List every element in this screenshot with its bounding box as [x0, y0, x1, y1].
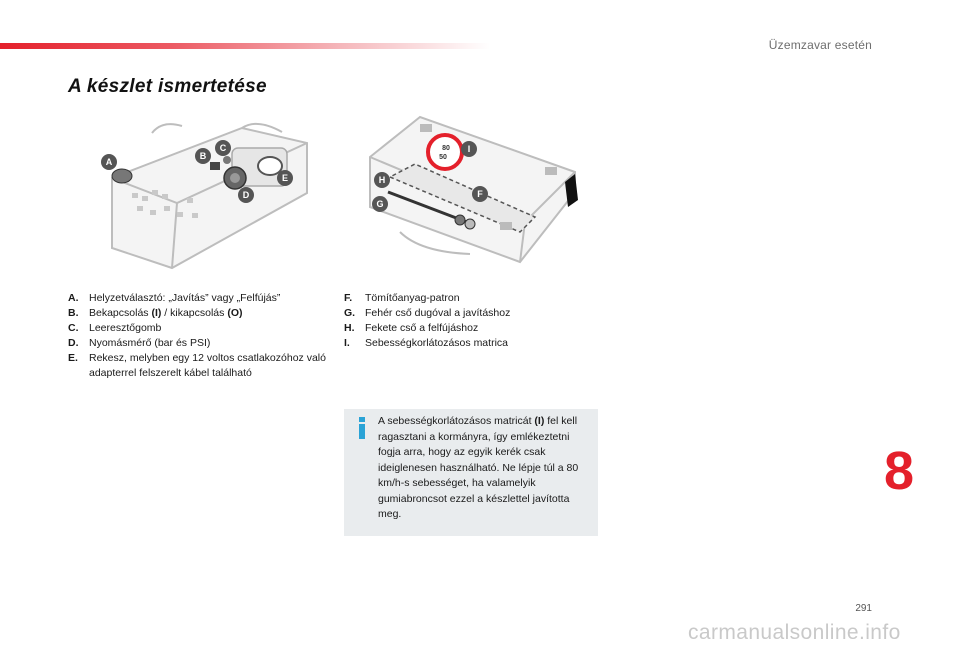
- callout-h: H: [378, 175, 386, 185]
- legend-key: B.: [68, 307, 79, 319]
- chapter-number: 8: [884, 441, 915, 501]
- page-number: 291: [855, 603, 872, 614]
- legend-bold: (I): [151, 307, 162, 319]
- section-title: Üzemzavar esetén: [768, 38, 872, 52]
- legend-text: Rekesz, melyben egy 12 voltos csatlakozóhoz való adapterrel felszerelt kábel található: [89, 352, 326, 379]
- legend-key: G.: [344, 307, 356, 319]
- info-note-text: [378, 414, 590, 523]
- legend-item-f: [344, 291, 594, 306]
- watermark: carmanualsonline.info: [688, 621, 901, 644]
- legend-left: [68, 291, 330, 381]
- legend-key: C.: [68, 322, 79, 334]
- legend-text-part: Bekapcsolás: [89, 307, 152, 319]
- compressor-bottom-illustration: [360, 112, 585, 274]
- legend-key: F.: [344, 292, 353, 304]
- info-text-part: A sebességkorlátozásos matricát: [378, 415, 535, 427]
- legend-text: Tömítőanyag-patron: [365, 292, 460, 304]
- legend-key: H.: [344, 322, 355, 334]
- legend-item-i: [344, 336, 594, 351]
- info-icon: [354, 417, 370, 439]
- legend-key: I.: [344, 337, 350, 349]
- sticker-value-bottom: 50: [439, 154, 447, 161]
- callout-f: F: [477, 189, 483, 199]
- legend-text: Nyomásmérő (bar és PSI): [89, 337, 211, 349]
- legend-item-h: [344, 321, 594, 336]
- legend-text: [89, 306, 243, 321]
- legend-text-part: / kikapcsolás: [161, 307, 228, 319]
- legend-key: D.: [68, 337, 79, 349]
- legend-item-d: [68, 336, 330, 351]
- legend-text: Sebességkorlátozásos matrica: [365, 337, 508, 349]
- info-note-box: [344, 409, 598, 536]
- legend-key: E.: [68, 352, 78, 364]
- legend-text: Helyzetválasztó: „Javítás” vagy „Felfújás”: [89, 292, 281, 304]
- legend-key: A.: [68, 292, 79, 304]
- legend-item-g: [344, 306, 594, 321]
- compressor-top-illustration: [92, 118, 312, 278]
- legend-item-b: [68, 306, 330, 321]
- callout-c: C: [219, 143, 227, 153]
- legend-item-a: [68, 291, 330, 306]
- page-title: A készlet ismertetése: [68, 76, 267, 97]
- callout-g: G: [376, 199, 384, 209]
- legend-item-e: [68, 351, 330, 381]
- legend-item-c: [68, 321, 330, 336]
- legend-text: Fekete cső a felfújáshoz: [365, 322, 479, 334]
- info-text-part: fel kell ragasztani a kormányra, így emlékeztetni fogja arra, hogy az egyik kerék csak ideiglenesen használható. Ne lépje túl a 80 km/h-s sebességet, ha valamelyik gumiabroncsot ezzel a készlettel javította meg.: [378, 415, 579, 520]
- legend-text: Fehér cső dugóval a javításhoz: [365, 307, 511, 319]
- callout-e: E: [281, 173, 289, 183]
- header-accent-bar: [0, 43, 490, 49]
- callout-b: B: [199, 151, 207, 161]
- info-text-bold: (I): [534, 415, 545, 427]
- legend-right: [344, 291, 594, 351]
- callout-d: D: [242, 190, 250, 200]
- legend-bold: (O): [227, 307, 243, 319]
- callout-a: A: [105, 157, 113, 167]
- callout-i: I: [467, 144, 471, 154]
- legend-text: Leeresztőgomb: [89, 322, 162, 334]
- sticker-value-top: 80: [442, 145, 450, 152]
